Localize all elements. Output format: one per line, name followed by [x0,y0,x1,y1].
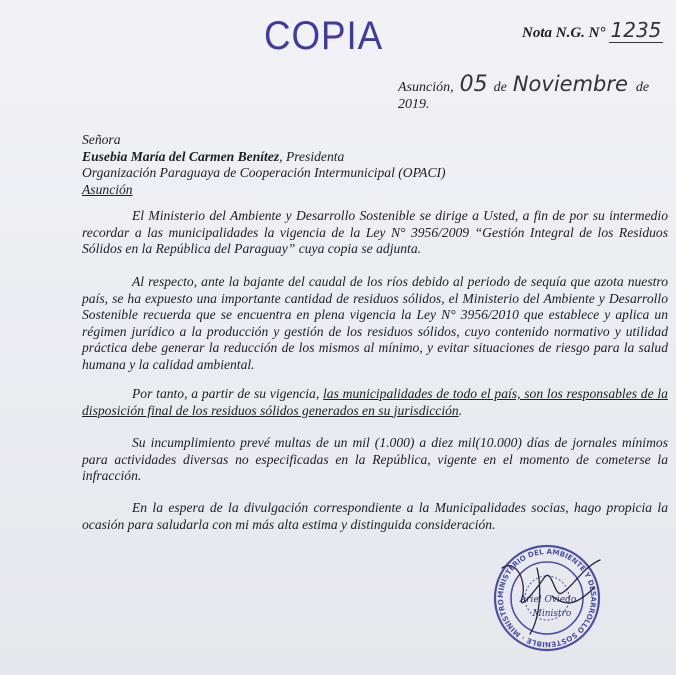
paragraph-3 [82,386,668,419]
date-de: de [493,80,507,95]
seal-signer-title: Ministro [532,609,572,619]
copia-stamp: COPIA [264,14,384,58]
recipient-city: Asunción [82,181,133,197]
note-label: Nota N.G. N° [522,25,606,41]
date-month: Noviembre [512,72,628,96]
recipient-name: Eusebia María del Carmen Benítez [82,148,280,164]
date-day: 05 [459,72,488,97]
note-handwritten-number: 1235 [610,18,662,42]
paragraph-3-underlined: las municipalidades de todo el país, son los responsables de la disposición final de los residuos sólidos generados en su jurisdicción [82,386,668,418]
recipient-line [82,149,446,166]
paragraph-3-end: . [458,402,463,418]
date-city: Asunción, [398,80,454,95]
date-year: de 2019. [398,80,650,112]
recipient-role: , Presidenta [279,148,345,164]
recipient-organization: Organización Paraguaya de Cooperación Intermunicipal (OPACI) [82,165,446,180]
seal-signer-name: Ariel Oviedo [519,595,577,605]
official-seal [482,538,612,658]
salutation: Señora [82,132,121,147]
date-line [398,72,676,113]
paragraph-4: Su incumplimiento prevé multas de un mil (1.000) a diez mil(10.000) días de jornales mínimos para actividades diversas no especificadas en la República, vigente en el momento de cometerse la infracción. [82,435,668,483]
seal-ring-text: MINISTERIO DEL AMBIENTE Y DESARROLLO SOSTENIBLE · MINISTRO [495,546,599,650]
paragraph-1: El Ministerio del Ambiente y Desarrollo Sostenible se dirige a Usted, a fin de por su intermedio recordar a las municipalidades la vigencia de la Ley N° 3956/2009 “Gestión Integral de los Residuos Sólidos en la República del Paraguay” cuya copia se adjunta. [82,208,668,256]
paragraph-3-start: Por tanto, a partir de su vigencia, [132,386,324,401]
recipient-block [82,132,446,198]
note-number [522,18,663,42]
paragraph-2: Al respecto, ante la bajante del caudal de los ríos debido al periodo de sequía que azota nuestro país, se ha expuesto una importante cantidad de residuos sólidos, el Ministerio del Ambiente y Desarrollo Sostenible recuerda que se encuentra en plena vigencia la Ley N° 3956/2010 que establece y aplica un régimen jurídico a la producción y gestión de los residuos sólidos, cuyo contenido normativo y utilidad práctica debe generar la reducción de los mismos al mínimo, y evitar situaciones de riesgo para la salud humana y la calidad ambiental. [82,274,668,372]
paragraph-5: En la espera de la divulgación correspondiente a la Municipalidades socias, hago propicia la ocasión para saludarla con mi más alta estima y distinguida consideración. [82,500,668,532]
